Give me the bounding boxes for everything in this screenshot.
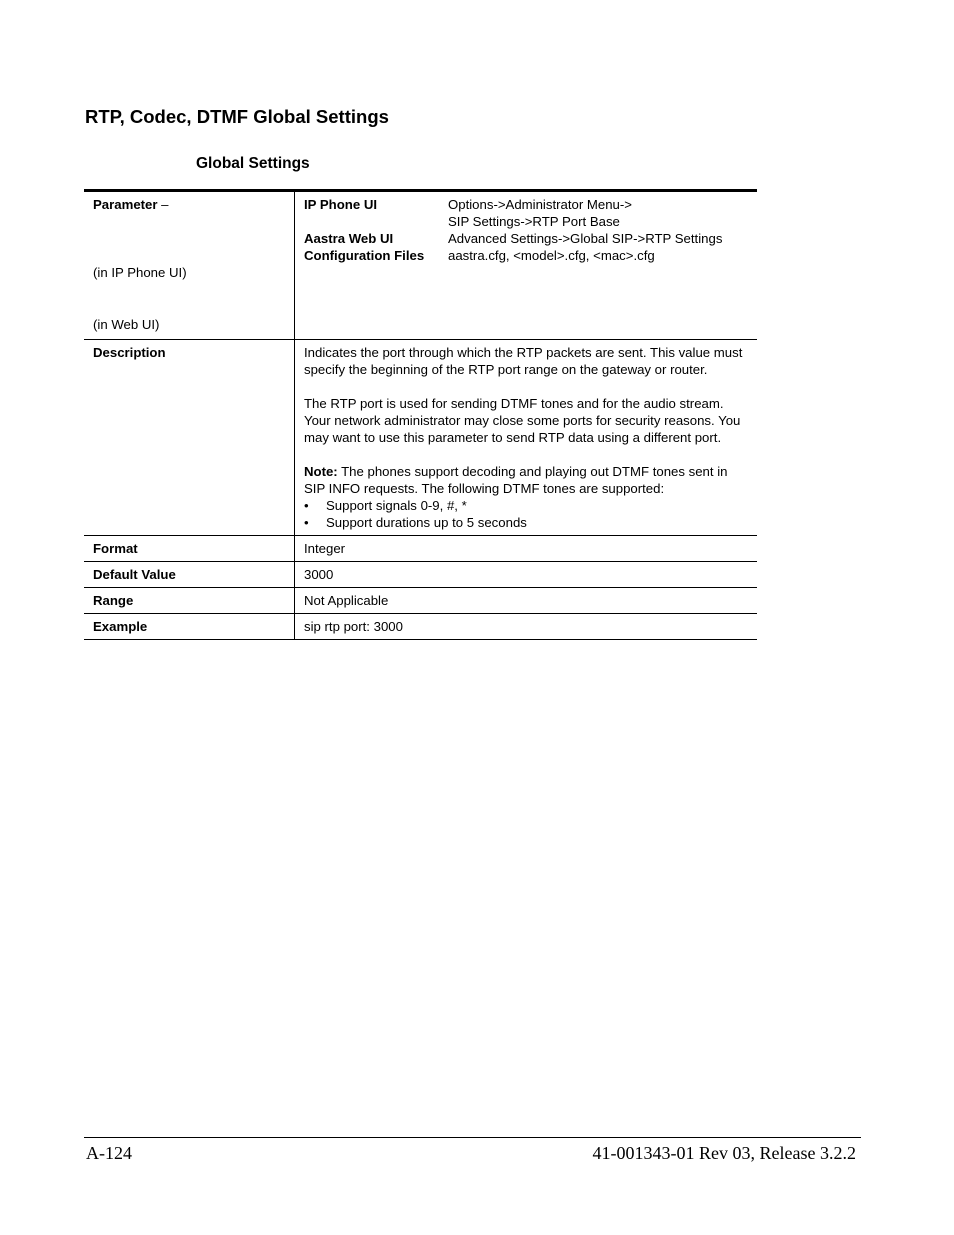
parameter-sub-ip-phone: (in IP Phone UI) [93,265,187,280]
row-value: Integer [304,541,346,556]
section-heading: RTP, Codec, DTMF Global Settings [85,106,389,127]
table-row [84,562,757,588]
document-reference: 41-001343-01 Rev 03, Release 3.2.2 [592,1143,856,1163]
location-row [304,196,749,213]
location-value: SIP Settings->RTP Port Base [448,214,620,229]
list-item-text: Support durations up to 5 seconds [326,515,527,530]
table-row [84,614,757,640]
table-row-description [84,340,757,536]
location-key [304,213,448,230]
location-row [304,230,749,247]
description-cell [295,340,757,535]
location-row [304,247,749,264]
row-value: 3000 [304,567,334,582]
parameter-cell [84,192,295,339]
bullet-marker: • [304,515,309,530]
row-label: Default Value [84,562,295,587]
location-key: Aastra Web UI [304,231,394,246]
description-paragraph: The RTP port is used for sending DTMF tones and for the audio stream. Your network administrator may close some ports for security reasons. You may want to use this parameter to send RTP data using a different port. [304,396,741,445]
list-item [304,497,749,514]
row-label: Range [84,588,295,613]
locations-cell [295,192,757,339]
note-text: The phones support decoding and playing out DTMF tones sent in SIP INFO requests. The following DTMF tones are supported: [304,464,728,496]
location-value: aastra.cfg, <model>.cfg, <mac>.cfg [448,248,655,263]
location-value: Options->Administrator Menu-> [448,197,632,212]
row-value: sip rtp port: 3000 [304,619,403,634]
location-key: Configuration Files [304,248,425,263]
page-number: A-124 [86,1143,132,1163]
footer-divider [84,1137,861,1138]
bullet-marker: • [304,498,309,513]
description-label: Description [84,340,295,535]
location-row [304,213,749,230]
note-paragraph [304,463,749,497]
list-item-text: Support signals 0-9, #, * [326,498,467,513]
table-row [84,588,757,614]
description-paragraph: Indicates the port through which the RTP packets are sent. This value must specify the beginning of the RTP port range on the gateway or router. [304,345,743,377]
list-item [304,514,749,531]
location-value: Advanced Settings->Global SIP->RTP Settings [448,231,723,246]
location-key: IP Phone UI [304,197,378,212]
parameter-table [84,189,757,640]
row-value: Not Applicable [304,593,389,608]
parameter-label: Parameter – [93,197,169,212]
row-label: Example [84,614,295,639]
parameter-sub-web: (in Web UI) [93,317,160,332]
table-row-parameter [84,192,757,340]
subsection-heading: Global Settings [196,155,310,172]
note-label: Note: [304,464,338,479]
row-label: Format [84,536,295,561]
table-row [84,536,757,562]
